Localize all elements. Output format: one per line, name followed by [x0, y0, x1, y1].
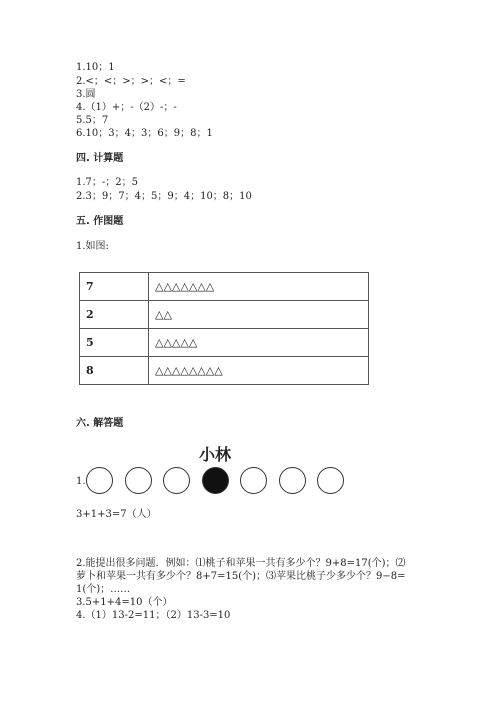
table-row	[80, 273, 369, 301]
person-circle	[163, 467, 190, 494]
answer-line: 萝卜和苹果一共有多少个？8+7=15(个)；⑶苹果比桃子少多少个？9−8=	[76, 571, 406, 582]
row-triangles: △△△△△	[149, 329, 369, 357]
answer-line: 6.10；3；4；3；6；9；8；1	[76, 128, 213, 139]
section-heading-answers: 六. 解答题	[76, 418, 124, 429]
answer-line: 2.能提出很多问题．例如：⑴桃子和苹果一共有多少个？9+8=17(个)；⑵	[76, 558, 406, 569]
answer-line: 2.3；9；7；4；5；9；4；10；8；10	[76, 191, 252, 202]
row-triangles: △△△△△△△△	[149, 357, 369, 385]
row-number: 5	[80, 329, 149, 357]
person-circle	[125, 467, 152, 494]
name-label: 小林	[199, 445, 232, 464]
answer-line: 1.7；-；2；5	[76, 177, 139, 188]
table-row	[80, 301, 369, 329]
answer-line: 4.（1）13-2=11；（2）13-3=10	[76, 610, 231, 621]
triangle-table	[79, 272, 369, 385]
person-circle-highlighted	[202, 467, 229, 494]
answer-line: 1(个)；……	[76, 584, 131, 595]
answer-line: 3.5+1+4=10（个）	[76, 597, 173, 608]
table-row	[80, 357, 369, 385]
section-heading-calculation: 四. 计算题	[76, 153, 124, 164]
row-number: 8	[80, 357, 149, 385]
row-number: 7	[80, 273, 149, 301]
answer-line: 3.圆	[76, 89, 96, 100]
person-circle	[240, 467, 267, 494]
person-circle	[86, 467, 113, 494]
drawing-intro: 1.如图:	[76, 241, 109, 252]
row-triangles: △△△△△△△	[149, 273, 369, 301]
answer-line: 3+1+3=7（人）	[76, 509, 157, 520]
answer-line: 4.（1）+；-（2）-；-	[76, 102, 177, 113]
row-number: 2	[80, 301, 149, 329]
table-row	[80, 329, 369, 357]
section-heading-drawing: 五. 作图题	[76, 216, 124, 227]
answer-line: 1.10；1	[76, 62, 115, 73]
person-circle	[279, 467, 306, 494]
answer-line: 5.5；7	[76, 115, 109, 126]
person-circle	[317, 467, 344, 494]
answer-line: 2.<；<；>；>；<；=	[76, 76, 186, 87]
question-number: 1.	[76, 476, 86, 487]
row-triangles: △△	[149, 301, 369, 329]
